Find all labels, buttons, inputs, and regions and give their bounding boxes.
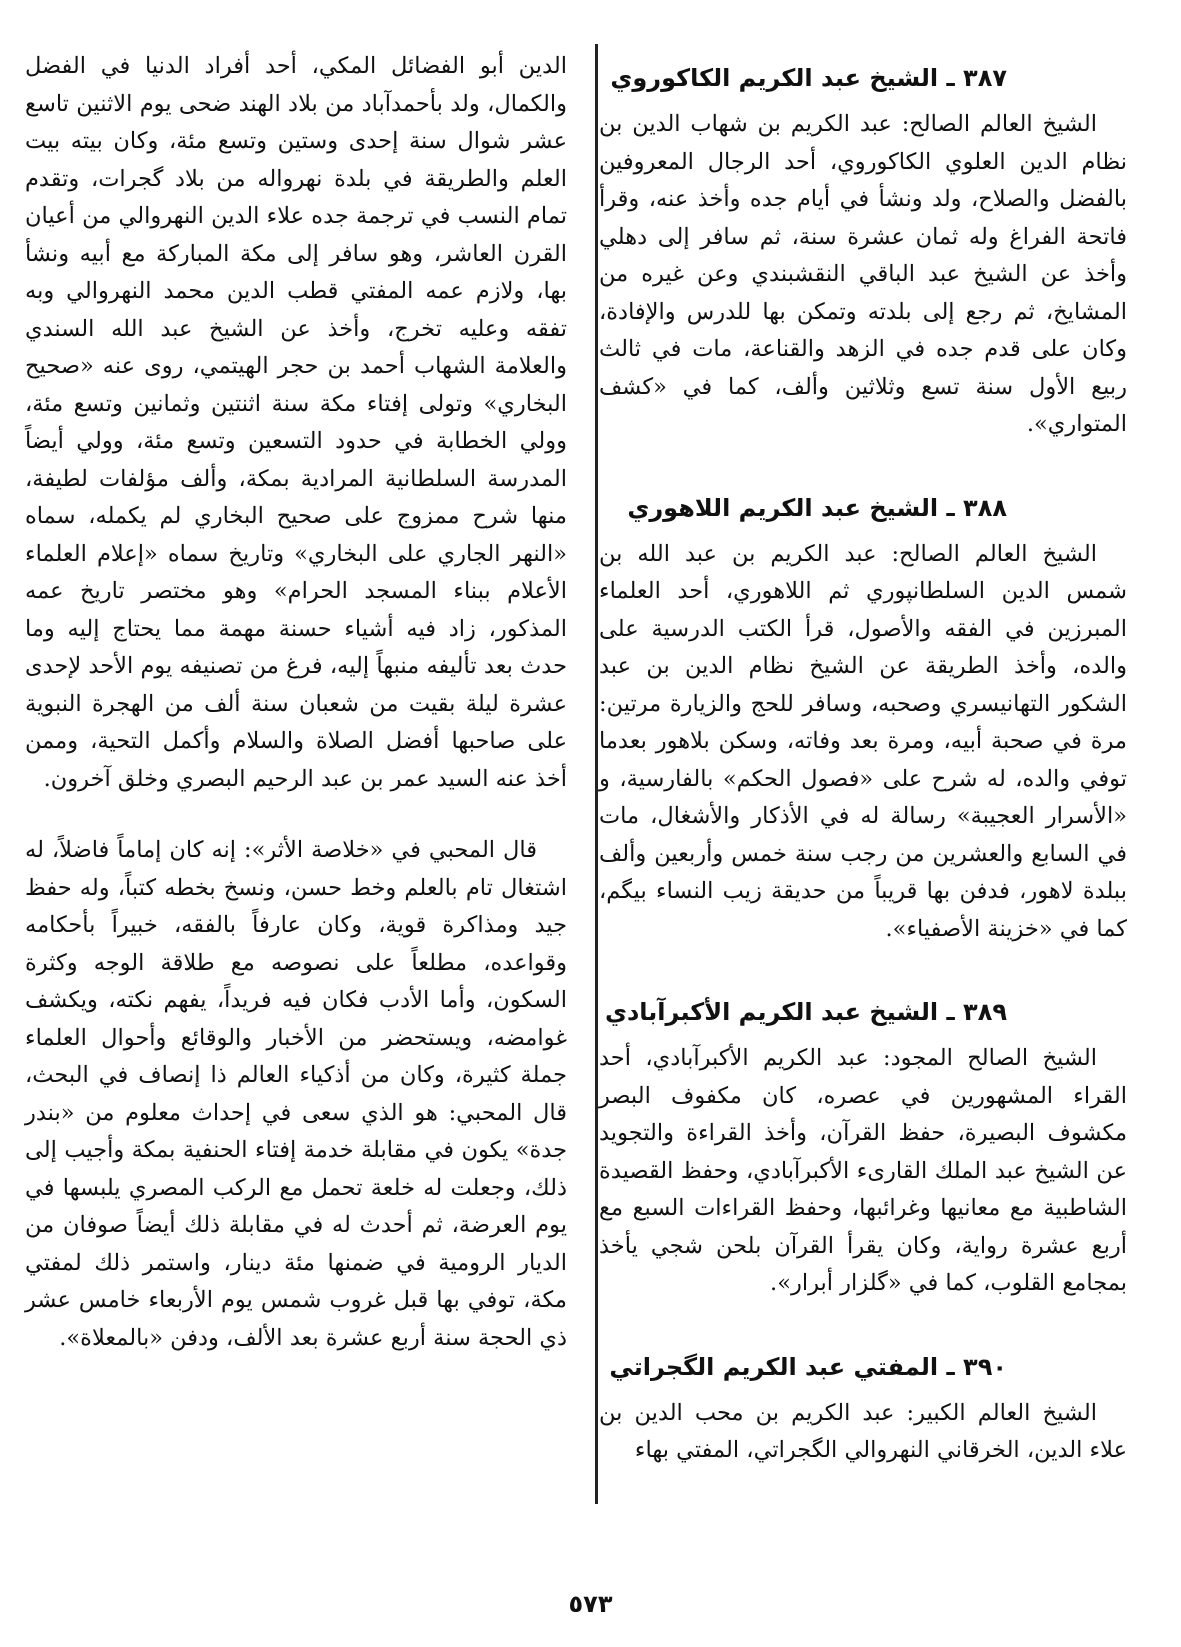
- entry-heading: ٣٩٠ ـ المفتي عبد الكريم الگجراتي: [609, 1352, 1007, 1381]
- entry-text: الشيخ العالم الصالح: عبد الكريم بن شهاب الدين بن نظام الدين العلوي الكاكوروي، أحد الرجال المعروفين بالفضل والصلاح، ولد ونشأ في أيام جده وأخذ عنه، وقرأ فاتحة الفراغ وله ثمان عشرة سنة، ثم سافر إلى دهلي وأخذ عن الشيخ عبد الباقي النقشبندي وعن غيره من المشايخ، ثم رجع إلى بلدته وتمكن بها للدرس والإفادة، وكان على قدم جده في الزهد والقناعة، مات في ثالث ربيع الأول سنة تسع وثلاثين وألف، كما في «كشف المتواري».: [599, 111, 1127, 437]
- quotation-paragraph: قال المحبي في «خلاصة الأثر»: إنه كان إماماً فاضلاً، له اشتغال تام بالعلم وخط حسن، ونسخ بخطه كتباً، وله حفظ جيد ومذاكرة قوية، وكان عارفاً بالفقه، خبيراً بأحكامه وقواعده، مطلعاً على نصوصه مع طلاقة الوجه وكثرة السكون، وأما الأدب فكان فيه فريداً، يفهم نكته، ويكشف غوامضه، ويستحضر من الأخبار والوقائع وأحوال العلماء جملة كثيرة، وكان من أذكياء العالم ذا إنصاف في البحث، قال المحبي: هو الذي سعى في إحداث معلوم من «بندر جدة» يكون في مقابلة خدمة إفتاء الحنفية بمكة وأجيب إلى ذلك، وجعلت له خلعة تحمل مع الركب المصري يلبسها في يوم العرضة، ثم أحدث له في مقابلة ذلك أيضاً صوفان من الديار الرومية في ضمنها مئة دينار، واستمر ذلك لمفتي مكة، توفي بها قبل غروب شمس يوم الأربعاء خامس عشر ذي الحجة سنة أربع عشرة بعد الألف، ودفن «بالمعلاة».: [25, 837, 568, 1351]
- entry-389: [599, 978, 1127, 1303]
- right-column: [599, 48, 1127, 1500]
- left-column: [25, 48, 567, 1357]
- entry-390: [599, 1333, 1127, 1470]
- entry-text: الشيخ العالم الكبير: عبد الكريم بن محب الدين بن علاء الدين، الخرقاني النهروالي الگجراتي، المفتي بهاء: [599, 1399, 1127, 1463]
- continuation-paragraph: الدين أبو الفضائل المكي، أحد أفراد الدنيا في الفضل والكمال، ولد بأحمدآباد من بلاد الهند ضحى يوم الاثنين تاسع عشر شوال سنة إحدى وستين وتسع مئة، وكان بيته بيت العلم والطريقة في بلدة نهرواله من بلاد گجرات، وتقدم تمام النسب في ترجمة جده علاء الدين النهروالي من أعيان القرن العاشر، وهو سافر إلى مكة المباركة مع أبيه ونشأ بها، ولازم عمه المفتي قطب الدين محمد النهروالي وبه تفقه وعليه تخرج، وأخذ عن الشيخ عبد الله السندي والعلامة الشهاب أحمد بن حجر الهيتمي، روى عنه «صحيح البخاري» وتولى إفتاء مكة سنة اثنتين وثمانين وتسع مئة، وولي الخطابة في حدود التسعين وتسع مئة، وولي أيضاً المدرسة السلطانية المرادية بمكة، وألف مؤلفات لطيفة، منها شرح ممزوج على صحيح البخاري لم يكمله، سماه «النهر الجاري على البخاري» وتاريخ سماه «إعلام العلماء الأعلام ببناء المسجد الحرام» وهو مختصر تاريخ عمه المذكور، زاد فيه أشياء حسنة مهمة مما يحتاج إليه وما حدث بعد تأليفه منبهاً إليه، فرغ من تصنيفه يوم الأحد لإحدى عشرة ليلة بقيت من شعبان سنة ألف من الهجرة النبوية على صاحبها أفضل الصلاة والسلام وأكمل التحية، وممن أخذ عنه السيد عمر بن عبد الرحيم البصري وخلق آخرون.: [25, 53, 567, 792]
- entry-text: الشيخ العالم الصالح: عبد الكريم بن عبد الله بن شمس الدين السلطانپوري ثم اللاهوري، أحد العلماء المبرزين في الفقه والأصول، قرأ الكتب الدرسية على والده، وأخذ الطريقة عن الشيخ نظام الدين بن عبد الشكور التهانيسري وصحبه، وسافر للحج والزيارة مرتين: مرة في صحبة أبيه، ومرة بعد وفاته، وسكن بلاهور بعدما توفي والده، له شرح على «فصول الحكم» بالفارسية، و «الأسرار العجيبة» رسالة له في الأذكار والأشغال، مات في السابع والعشرين من رجب سنة خمس وأربعين وألف ببلدة لاهور، فدفن بها قريباً من حديقة زيب النساء بيگم، كما في «خزينة الأصفياء».: [599, 540, 1127, 942]
- entry-text: الشيخ الصالح المجود: عبد الكريم الأكبرآبادي، أحد القراء المشهورين في عصره، كان مكفوف البصر مكشوف البصيرة، حفظ القرآن، وأخذ القراءة والتجويد عن الشيخ عبد الملك القارىء الأكبرآبادي، وحفظ القصيدة الشاطبية مع معانيها وغرائبها، وحفظ القراءات السبع مع أربع عشرة رواية، وكان يقرأ القرآن بلحن شجي يأخذ بمجامع القلوب، كما في «گلزار أبرار».: [599, 1045, 1127, 1296]
- entry-387: [599, 48, 1127, 444]
- entry-heading: ٣٨٧ ـ الشيخ عبد الكريم الكاكوروي: [610, 64, 1007, 92]
- entry-heading: ٣٨٩ ـ الشيخ عبد الكريم الأكبرآبادي: [604, 998, 1007, 1026]
- page-number: ٥٧٣: [568, 1590, 613, 1618]
- column-divider: [595, 44, 598, 1504]
- entry-388: [599, 474, 1127, 949]
- entry-heading: ٣٨٨ ـ الشيخ عبد الكريم اللاهوري: [627, 493, 1007, 522]
